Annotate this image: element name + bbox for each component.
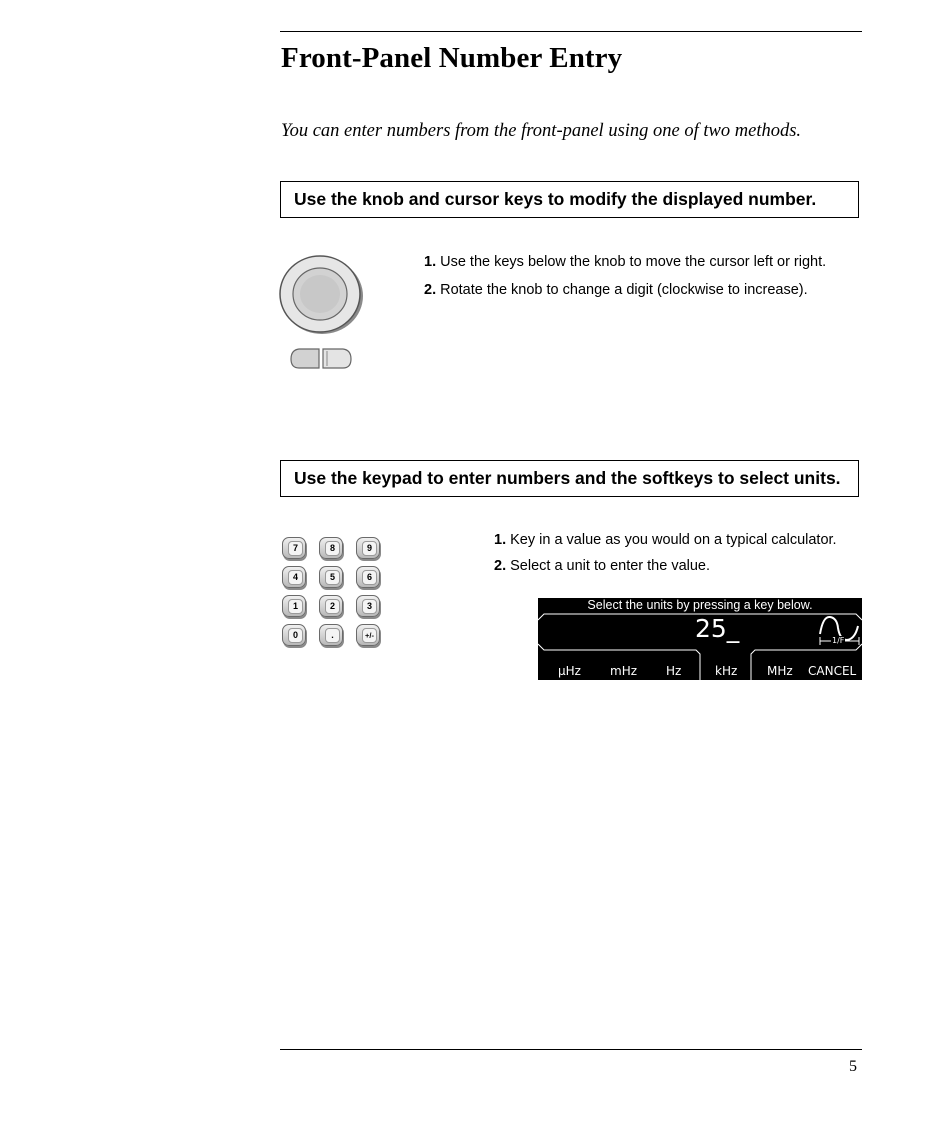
method1-step-1: 1. Use the keys below the knob to move the cursor left or right. bbox=[424, 254, 827, 270]
method2-heading-box bbox=[280, 460, 859, 497]
top-rule bbox=[280, 31, 862, 32]
softkey-uhz[interactable]: µHz bbox=[558, 664, 581, 678]
softkey-cancel[interactable]: CANCEL bbox=[808, 664, 857, 678]
softkey-hz[interactable]: Hz bbox=[666, 664, 682, 678]
softkey-mhz-mega[interactable]: MHz bbox=[767, 664, 793, 678]
softkey-mhz-milli[interactable]: mHz bbox=[610, 664, 638, 678]
display-value: 25_ bbox=[695, 614, 740, 643]
keypad-key-9[interactable]: 9 bbox=[356, 537, 380, 559]
cursor-right-key-icon[interactable] bbox=[321, 347, 353, 371]
period-label: 1/F bbox=[832, 636, 845, 645]
keypad-key-5[interactable]: 5 bbox=[319, 566, 343, 588]
bottom-rule bbox=[280, 1049, 862, 1050]
keypad-key-2[interactable]: 2 bbox=[319, 595, 343, 617]
cursor-left-key-icon[interactable] bbox=[289, 347, 321, 371]
keypad-key-1[interactable]: 1 bbox=[282, 595, 306, 617]
method2-step-1: 1. Key in a value as you would on a typical calculator. bbox=[494, 532, 837, 548]
method1-heading-box bbox=[280, 181, 859, 218]
softkey-khz[interactable]: kHz bbox=[715, 664, 738, 678]
method1-heading: Use the knob and cursor keys to modify the displayed number. bbox=[294, 189, 817, 209]
method1-step-2: 2. Rotate the knob to change a digit (clockwise to increase). bbox=[424, 282, 808, 298]
keypad-key-plus-minus[interactable]: +/- bbox=[356, 624, 380, 646]
keypad-key-3[interactable]: 3 bbox=[356, 595, 380, 617]
page-title: Front-Panel Number Entry bbox=[281, 42, 623, 74]
keypad-key-8[interactable]: 8 bbox=[319, 537, 343, 559]
keypad-key-0[interactable]: 0 bbox=[282, 624, 306, 646]
method2-heading: Use the keypad to enter numbers and the softkeys to select units. bbox=[294, 468, 841, 488]
page-number: 5 bbox=[849, 1058, 857, 1075]
keypad-key-7[interactable]: 7 bbox=[282, 537, 306, 559]
keypad-key-6[interactable]: 6 bbox=[356, 566, 380, 588]
intro-text: You can enter numbers from the front-panel using one of two methods. bbox=[281, 121, 802, 141]
keypad-key-decimal[interactable]: . bbox=[319, 624, 343, 646]
method2-step-2: 2. Select a unit to enter the value. bbox=[494, 558, 711, 574]
display-prompt: Select the units by pressing a key below. bbox=[587, 598, 813, 612]
keypad-key-4[interactable]: 4 bbox=[282, 566, 306, 588]
